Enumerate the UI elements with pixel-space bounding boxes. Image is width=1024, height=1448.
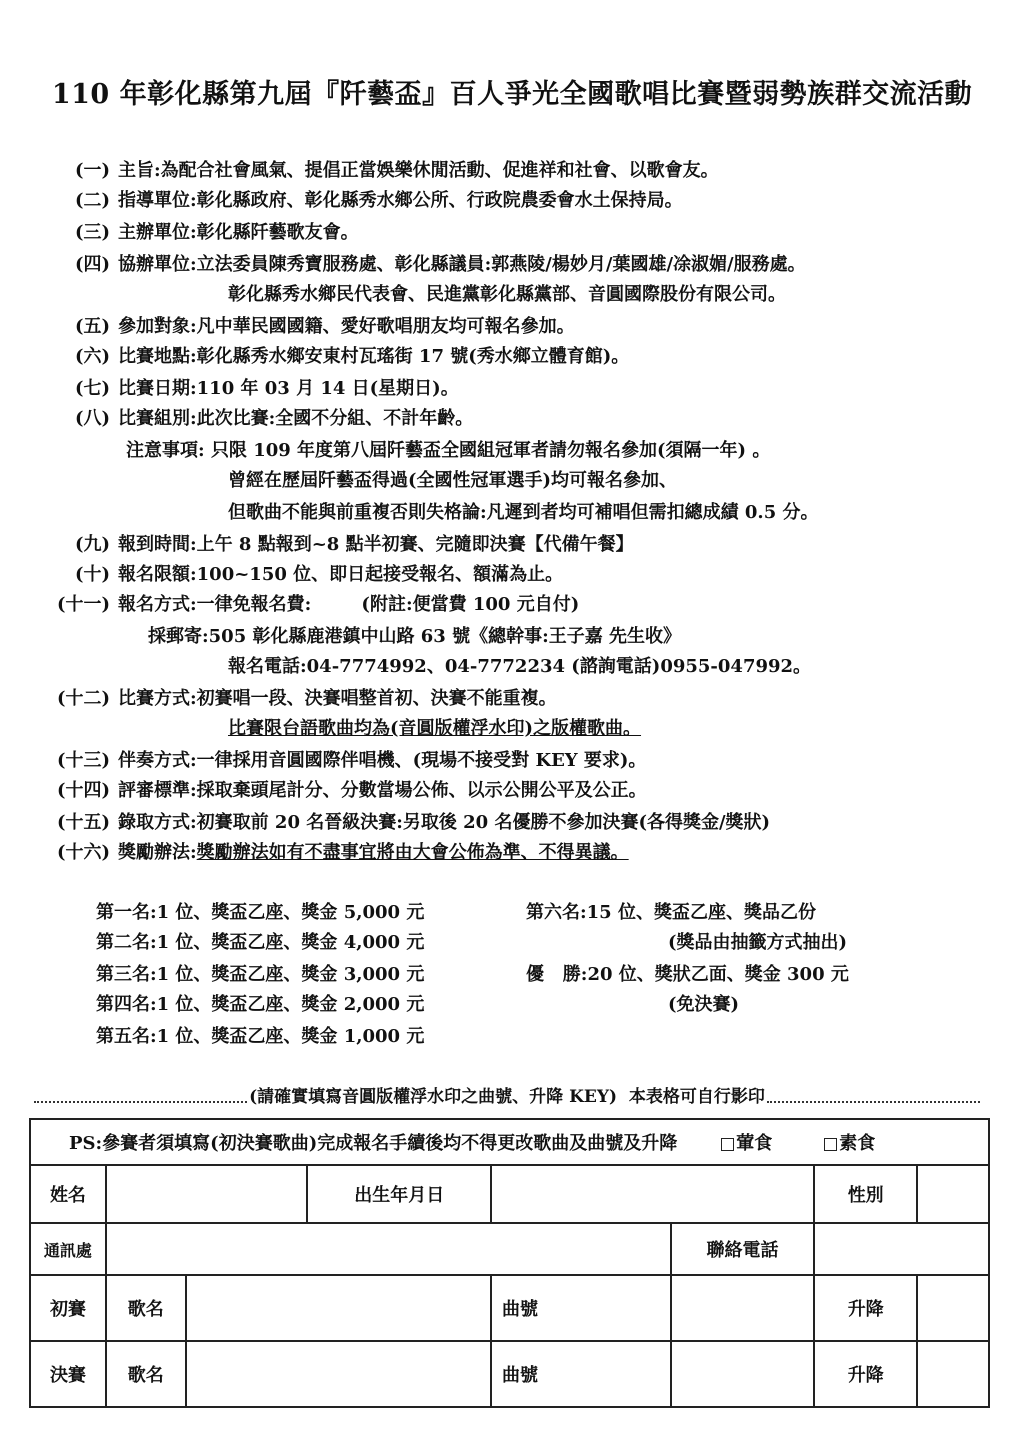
item-venue: (六) 比賽地點:彰化縣秀水鄉安東村瓦瑤街 17 號(秀水鄉立體育館)。 [74, 346, 630, 367]
ps-row [30, 1119, 989, 1165]
item-accompaniment: (十三) 伴奏方式:一律採用音圓國際伴唱機、(現場不接受對 KEY 要求)。 [56, 750, 647, 771]
prelim-song-label: 歌名 [106, 1275, 186, 1341]
item-co-organizers: (四) 協辦單位:立法委員陳秀寶服務處、彰化縣議員:郭燕陵/楊妙月/葉國雄/凃淑媚/服務處。 [74, 254, 806, 275]
prize-fifth: 第五名:1 位、獎盃乙座、獎金 1,000 元 [96, 1026, 425, 1047]
address-label: 通訊處 [30, 1223, 106, 1275]
item-organizer: (三) 主辦單位:彰化縣阡藝歌友會。 [74, 222, 359, 243]
address-field[interactable] [106, 1223, 671, 1275]
final-key-field[interactable] [917, 1341, 989, 1407]
final-label: 決賽 [30, 1341, 106, 1407]
item-date: (七) 比賽日期:110 年 03 月 14 日(星期日)。 [74, 378, 459, 399]
item-groups: (八) 比賽組別:此次比賽:全國不分組、不計年齡。 [74, 408, 474, 429]
prize-sixth: 第六名:15 位、獎盃乙座、獎品乙份 [526, 902, 816, 923]
prize-first: 第一名:1 位、獎盃乙座、獎金 5,000 元 [96, 902, 425, 923]
prelim-key-label: 升降 [814, 1275, 917, 1341]
birth-field[interactable] [491, 1165, 814, 1223]
item-judging: (十四) 評審標準:採取棄頭尾計分、分數當場公佈、以示公開公平及公正。 [56, 780, 647, 801]
prelim-songno-label: 曲號 [491, 1275, 671, 1341]
item-registration: (十一) 報名方式:一律免報名費: (附註:便當費 100 元自付) [56, 594, 580, 615]
dotted-leader [34, 1087, 247, 1103]
final-song-field[interactable] [186, 1341, 491, 1407]
prize-third: 第三名:1 位、獎盃乙座、獎金 3,000 元 [96, 964, 425, 985]
final-songno-label: 曲號 [491, 1341, 671, 1407]
phone-field[interactable] [814, 1223, 989, 1275]
prelim-label: 初賽 [30, 1275, 106, 1341]
gender-field[interactable] [917, 1165, 989, 1223]
registration-phone: 報名電話:04-7774992、04-7772234 (諮詢電話)0955-047992。 [228, 656, 812, 677]
prize-merit: 優 勝:20 位、獎狀乙面、獎金 300 元 [526, 964, 849, 985]
name-label: 姓名 [30, 1165, 106, 1223]
item-purpose: (一) 主旨:為配合社會風氣、提倡正當娛樂休閒活動、促進祥和社會、以歌會友。 [74, 160, 719, 181]
birth-label: 出生年月日 [307, 1165, 491, 1223]
item-selection: (十五) 錄取方式:初賽取前 20 名晉級決賽:另取後 20 名優勝不參加決賽(各得獎金/獎狀) [56, 812, 771, 833]
notice-line1: 注意事項: 只限 109 年度第八屆阡藝盃全國組冠軍者請勿報名參加(須隔一年) 。 [126, 440, 771, 461]
registration-form [29, 1118, 990, 1408]
prelim-song-field[interactable] [186, 1275, 491, 1341]
item-guidance: (二) 指導單位:彰化縣政府、彰化縣秀水鄉公所、行政院農委會水土保持局。 [74, 190, 683, 211]
document-title: 110 年彰化縣第九屆『阡藝盃』百人爭光全國歌唱比賽暨弱勢族群交流活動 [51, 79, 973, 110]
phone-label: 聯絡電話 [671, 1223, 815, 1275]
final-key-label: 升降 [814, 1341, 917, 1407]
prize-merit-note: (免決賽) [668, 994, 740, 1015]
final-song-label: 歌名 [106, 1341, 186, 1407]
prize-second: 第二名:1 位、獎盃乙座、獎金 4,000 元 [96, 932, 425, 953]
meat-checkbox[interactable] [721, 1138, 734, 1151]
prelim-songno-field[interactable] [671, 1275, 815, 1341]
item-checkin: (九) 報到時間:上午 8 點報到~8 點半初賽、完隨即決賽【代備午餐】 [74, 534, 634, 555]
item-format: (十二) 比賽方式:初賽唱一段、決賽唱整首初、決賽不能重複。 [56, 688, 557, 709]
gender-label: 性別 [814, 1165, 917, 1223]
item-quota: (十) 報名限額:100~150 位、即日起接受報名、額滿為止。 [74, 564, 564, 585]
prize-fourth: 第四名:1 位、獎盃乙座、獎金 2,000 元 [96, 994, 425, 1015]
form-note: (請確實填寫音圓版權浮水印之曲號、升降 KEY) 本表格可自行影印 [32, 1082, 982, 1107]
notice-line3: 但歌曲不能與前重複否則失格論:凡遲到者均可補唱但需扣總成績 0.5 分。 [228, 502, 819, 523]
prize-sixth-note: (獎品由抽籤方式抽出) [668, 932, 848, 953]
meat-option[interactable]: 葷食 [721, 1129, 772, 1155]
veg-checkbox[interactable] [824, 1138, 837, 1151]
registration-mail: 採郵寄:505 彰化縣鹿港鎮中山路 63 號《總幹事:王子嘉 先生收》 [148, 626, 681, 647]
prelim-key-field[interactable] [917, 1275, 989, 1341]
dotted-leader [767, 1087, 980, 1103]
item-eligibility: (五) 參加對象:凡中華民國國籍、愛好歌唱朋友均可報名參加。 [74, 316, 575, 337]
co-organizers-line2: 彰化縣秀水鄉民代表會、民進黨彰化縣黨部、音圓國際股份有限公司。 [228, 284, 786, 305]
veg-option[interactable]: 素食 [824, 1129, 875, 1155]
name-field[interactable] [106, 1165, 308, 1223]
notice-line2: 曾經在歷屆阡藝盃得過(全國性冠軍選手)均可報名參加、 [228, 470, 678, 491]
song-limit: 比賽限台語歌曲均為(音圓版權浮水印)之版權歌曲。 [228, 718, 642, 739]
item-awards: (十六) 獎勵辦法:獎勵辦法如有不盡事宜將由大會公佈為準、不得異議。 [56, 842, 629, 863]
final-songno-field[interactable] [671, 1341, 815, 1407]
ps-note: PS:參賽者須填寫(初決賽歌曲)完成報名手續後均不得更改歌曲及曲號及升降 [69, 1133, 678, 1154]
